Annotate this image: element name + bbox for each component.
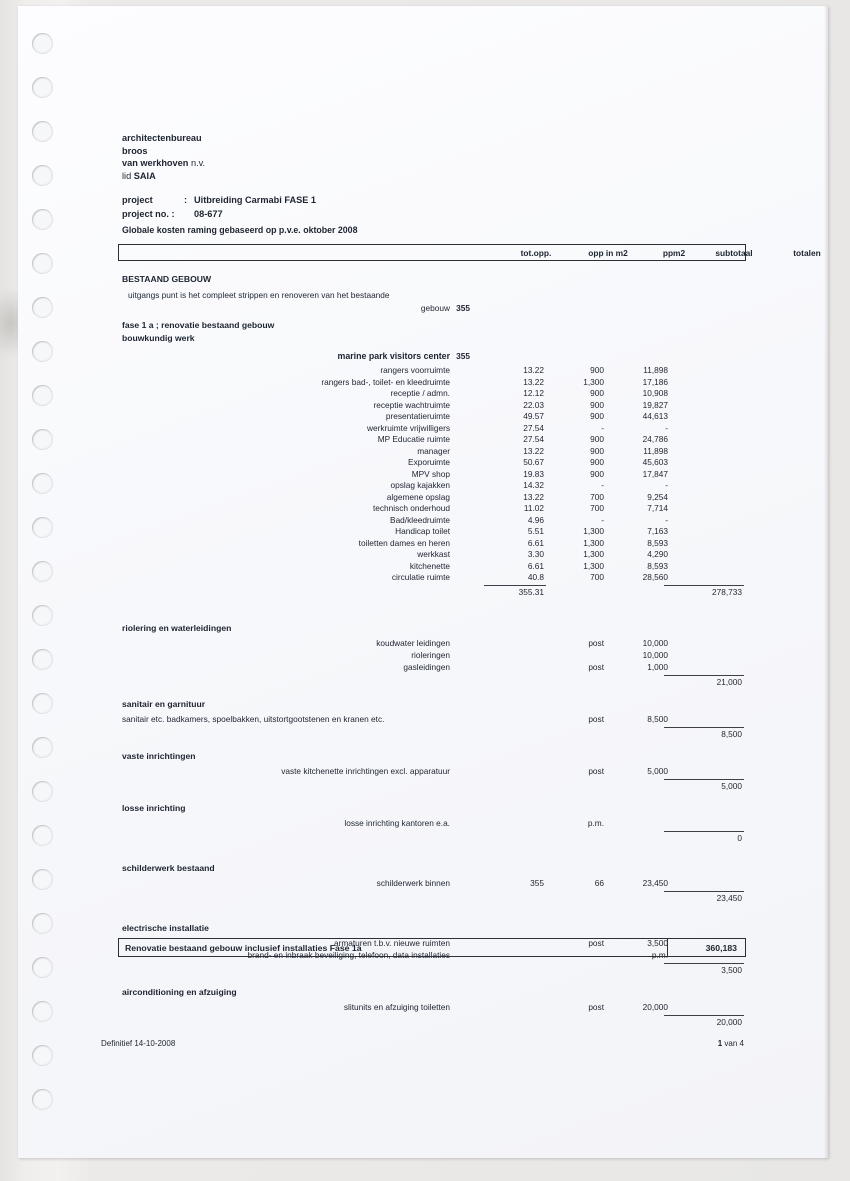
room-subtotal: 24,786 [642,434,668,444]
rooms-opp-total: 355.31 [518,586,544,597]
line-item-ppm2: 66 [594,877,604,888]
room-subtotal: - [665,480,668,490]
room-subtotal: 9,254 [647,491,668,502]
project-number-label: project no. : [122,208,175,219]
room-subtotal: 44,613 [642,411,668,421]
room-ppm2: 700 [590,572,604,582]
section-heading: electrische installatie [122,922,209,933]
section-heading-bestaand-gebouw: BESTAAND GEBOUW [122,274,212,284]
room-subtotal: 7,714 [647,503,668,513]
project-info [122,194,316,221]
document-subtitle: Globale kosten raming gebaseerd op p.v.e. oktober 2008 [122,225,358,235]
room-label: Bad/kleedruimte [390,514,450,525]
room-opp: 49.57 [523,411,544,421]
line-item-ppm2: post [588,713,604,724]
section-total-underline [664,779,744,780]
room-ppm2: 900 [590,445,604,456]
letterhead [122,132,205,182]
line-item-label: rioleringen [411,649,450,660]
room-ppm2: 1,300 [583,526,604,536]
project-name: Uitbreiding Carmabi FASE 1 [194,195,317,205]
room-ppm2: 900 [590,365,604,375]
line-item-subtotal: 8,500 [647,713,668,724]
room-subtotal: 10,908 [642,388,668,398]
line-item-opp: 355 [530,877,544,888]
intro-label: gebouw [420,303,450,313]
section-heading-fase-1a: fase 1 a ; renovatie bestaand gebouw [122,320,275,330]
line-item-subtotal: 20,000 [642,1001,668,1012]
grand-total-box [118,938,746,957]
column-header-opp-m2: opp in m2 [588,248,628,258]
room-opp: 27.54 [523,434,544,444]
letterhead-company: van werkhoven [122,158,189,169]
column-header-totalen: totalen [793,248,821,258]
room-opp: 6.61 [527,537,544,548]
room-opp: 14.32 [523,480,544,490]
column-header-subtotaal: subtotaal [715,248,753,258]
section-heading: vaste inrichtingen [122,750,196,761]
line-item-ppm2: p.m. [587,817,604,828]
line-item-label: vaste kitchenette inrichtingen excl. apparatuur [281,765,450,776]
room-opp: 12.12 [523,388,544,398]
room-subtotal: 17,186 [642,376,668,387]
room-ppm2: 1,300 [583,560,604,571]
letterhead-line-1: architectenbureau [122,133,202,143]
tot-opp-underline [484,585,546,586]
footer-page-suffix: van 4 [724,1039,744,1048]
room-ppm2: - [601,514,604,525]
room-opp: 6.61 [527,560,544,571]
line-item-subtotal: 3,500 [647,937,668,948]
room-subtotal: 19,827 [642,399,668,410]
line-item-label: gasleidingen [403,661,450,672]
room-label: receptie / admn. [390,388,450,398]
room-label: Handicap toilet [395,526,450,536]
column-header-tot-opp: tot.opp. [520,248,552,258]
room-opp: 4.96 [527,514,544,525]
letterhead-line-3 [122,157,205,170]
room-subtotal: 11,898 [643,365,668,375]
section-heading: schilderwerk bestaand [122,862,215,873]
footer-revision: Definitief 14-10-2008 [101,1039,176,1048]
room-ppm2: 900 [590,399,604,410]
line-item-label: losse inrichting kantoren e.a. [344,817,450,828]
column-header-ppm2: ppm2 [662,248,686,258]
line-item-ppm2: post [588,1001,604,1012]
line-item-subtotal: p.m. [651,949,668,960]
room-label: MP Educatie ruimte [377,434,450,444]
room-subtotal: 4,290 [647,549,668,559]
section-total-underline [664,831,744,832]
room-subtotal: 11,898 [643,445,668,456]
project-number-row [122,208,316,222]
room-label: technisch onderhoud [372,503,450,513]
line-item-subtotal: 1,000 [647,661,668,672]
project-name-row [122,194,316,208]
section-heading: sanitair en garnituur [122,698,206,709]
room-ppm2: 1,300 [583,376,604,387]
document-page [18,6,828,1158]
room-label: rangers bad-, toilet- en kleedruimte [321,376,450,387]
room-ppm2: 1,300 [583,549,604,559]
letterhead-line-4 [122,170,205,183]
section-total: 0 [737,832,742,843]
room-opp: 5.51 [527,526,544,536]
letterhead-membership-label: lid [122,170,132,181]
room-subtotal: - [665,514,668,525]
room-opp: 19.83 [523,468,544,479]
line-item-label: schilderwerk binnen [376,877,450,888]
room-subtotal: 7,163 [647,526,668,536]
project-label: project [122,195,153,205]
letterhead-line-2: broos [122,145,148,156]
grand-total-divider [667,939,668,956]
letterhead-membership: SAIA [133,170,156,181]
line-item-label: sanitair etc. badkamers, spoelbakken, uitstortgootstenen en kranen etc. [122,713,385,724]
section-total: 23,450 [716,892,742,903]
room-label: kitchenette [409,560,450,571]
room-ppm2: 900 [590,457,604,467]
room-opp: 13.22 [523,365,544,375]
room-label: werkkast [417,549,450,559]
line-item-ppm2: post [588,661,604,672]
section-total-underline [664,891,744,892]
project-number: 08-677 [194,208,223,219]
room-opp: 3.30 [527,549,544,559]
section-heading-bouwkundig-werk: bouwkundig werk [122,333,195,343]
line-item-subtotal: 5,000 [647,765,668,776]
line-item-ppm2: post [588,765,604,776]
room-ppm2: 900 [590,388,604,398]
section-total-underline [664,1015,744,1016]
line-item-label: armaturen t.b.v. nieuwe ruimten [333,937,450,948]
room-label: toiletten dames en heren [358,537,450,548]
rooms-grand-total: 278,733 [712,586,742,597]
line-item-ppm2: post [588,937,604,948]
room-ppm2: - [601,422,604,433]
room-ppm2: 900 [590,434,604,444]
section-total: 5,000 [721,780,742,791]
room-subtotal: 45,603 [642,457,668,467]
room-subtotal: 8,593 [647,560,668,571]
section-total-underline [664,727,744,728]
room-ppm2: 900 [590,411,604,421]
line-item-label: slitunits en afzuiging toiletten [343,1001,450,1012]
intro-text: uitgangs punt is het compleet strippen en renoveren van het bestaande [128,290,390,300]
section-total: 21,000 [716,676,742,687]
line-item-subtotal: 10,000 [642,637,668,648]
room-opp: 50.67 [523,457,544,467]
room-subtotal: 17,847 [642,468,668,479]
section-total-underline [664,963,744,964]
totalen-underline [664,585,744,586]
room-ppm2: 700 [590,491,604,502]
room-subtotal: - [665,422,668,433]
project-colon: : [184,195,188,205]
room-label: MPV shop [411,468,450,479]
line-item-label: koudwater leidingen [376,637,450,648]
room-label: rangers voorruimte [380,365,450,375]
room-ppm2: 900 [590,468,604,479]
room-label: receptie wachtruimte [373,399,450,410]
room-opp: 22.03 [523,399,544,410]
room-label: presentatieruimte [385,411,450,421]
room-label: werkruimte vrijwilligers [367,422,450,433]
room-opp: 13.22 [523,376,544,387]
section-heading: airconditioning en afzuiging [122,986,237,997]
intro-tot-opp: 355 [456,303,470,313]
section-total: 8,500 [721,728,742,739]
grand-total-label: Renovatie bestaand gebouw inclusief installaties Fase 1a [125,943,362,953]
section-total: 20,000 [716,1016,742,1027]
room-opp: 13.22 [523,491,544,502]
room-ppm2: - [601,480,604,490]
line-item-ppm2: post [588,637,604,648]
room-ppm2: 1,300 [583,537,604,548]
room-ppm2: 700 [590,503,604,513]
room-opp: 11.02 [523,503,544,513]
section-heading: losse inrichting [122,802,186,813]
room-label: algemene opslag [386,491,450,502]
section-total: 3,500 [721,964,742,975]
line-item-subtotal: 23,450 [642,877,668,888]
letterhead-legal-form: n.v. [190,158,206,169]
table-header [118,244,821,261]
section-heading: riolering en waterleidingen [122,622,232,633]
room-opp: 13.22 [523,445,544,456]
room-opp: 27.54 [523,422,544,433]
room-label: manager [417,445,450,456]
room-label: circulatie ruimte [391,572,450,582]
line-item-subtotal: 10,000 [642,649,668,660]
footer-page-number: 1 [717,1039,723,1048]
footer-pagination [718,1039,744,1048]
room-subtotal: 28,560 [642,572,668,582]
subsection-label-marine-park: marine park visitors center [337,351,450,361]
section-total-underline [664,675,744,676]
marine-park-tot-opp: 355 [456,351,470,361]
grand-total-value: 360,183 [705,943,737,953]
line-item-label: brand- en inbraak beveiliging, telefoon, data installaties [247,949,450,960]
room-opp: 40.8 [527,572,544,582]
room-label: opslag kajakken [390,480,450,490]
room-label: Exporuimte [408,457,450,467]
room-subtotal: 8,593 [647,537,668,548]
